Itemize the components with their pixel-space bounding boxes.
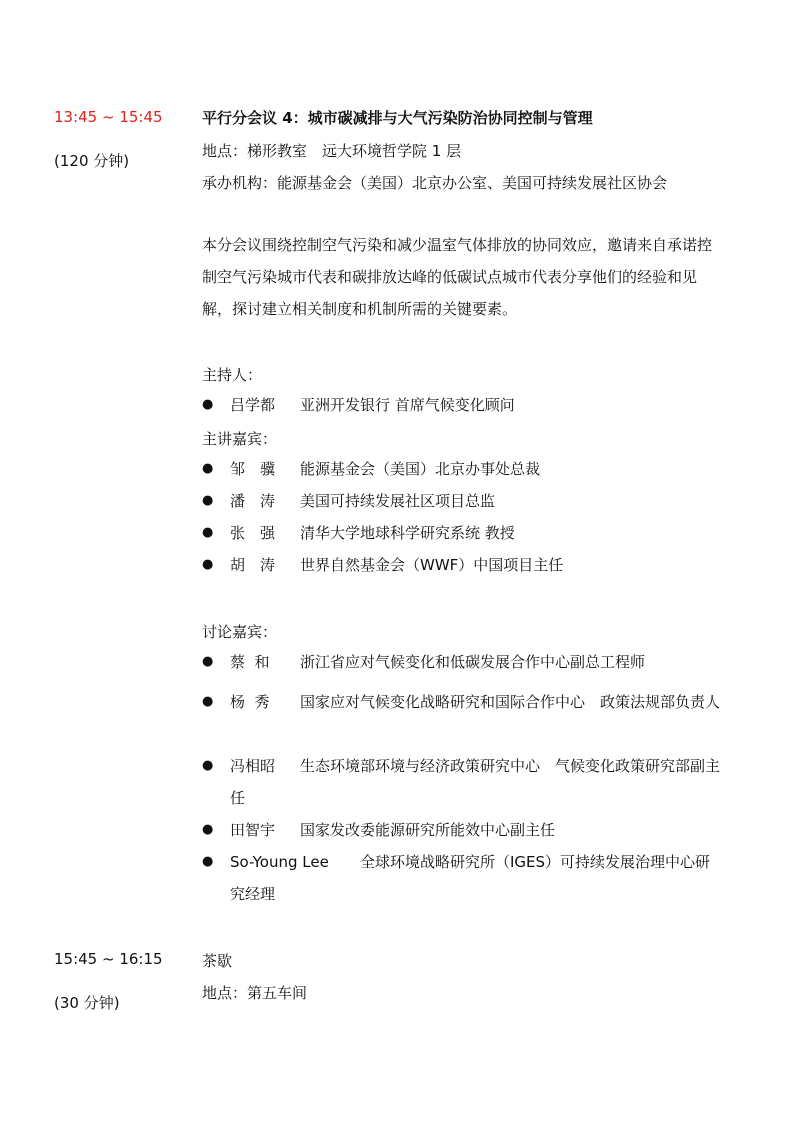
person-role: 全球环境战略研究所（IGES）可持续发展治理中心研究经理 xyxy=(230,853,711,903)
person-name: 蔡 和 xyxy=(230,653,270,671)
person-name: 张 强 xyxy=(230,524,276,542)
session-organizer: 承办机构：能源基金会（美国）北京办公室、美国可持续发展社区协会 xyxy=(202,174,668,192)
person-name: 胡 涛 xyxy=(230,556,276,574)
person-role: 清华大学地球科学研究系统 教授 xyxy=(300,524,515,542)
tea-break-location: 地点：第五车间 xyxy=(202,984,308,1002)
person-role: 浙江省应对气候变化和低碳发展合作中心副总工程师 xyxy=(300,653,646,671)
person-role: 亚洲开发银行 首席气候变化顾问 xyxy=(300,396,515,414)
session-duration: (120 分钟) xyxy=(54,152,130,170)
person-name: 杨 秀 xyxy=(230,693,270,711)
session-time: 13:45 ~ 15:45 xyxy=(54,108,163,126)
session-location: 地点：梯形教室 远大环境哲学院 1 层 xyxy=(202,142,462,160)
person-role: 世界自然基金会（WWF）中国项目主任 xyxy=(300,556,564,574)
session-description: 本分会议围绕控制空气污染和减少温室气体排放的协同效应，邀请来自承诺控制空气污染城市代表和碳排放达峰的低碳试点城市代表分享他们的经验和见解，探讨建立相关制度和机制所需的关键要素。 xyxy=(202,236,713,318)
tea-break-title: 茶歇 xyxy=(202,952,233,970)
person-role: 美国可持续发展社区项目总监 xyxy=(300,492,496,510)
bullet-icon: ● xyxy=(202,822,214,837)
speakers-label: 主讲嘉宾： xyxy=(202,430,278,448)
bullet-icon: ● xyxy=(202,461,214,476)
session-title: 平行分会议 4：城市碳减排与大气污染防治协同控制与管理 xyxy=(202,109,593,127)
bullet-icon: ● xyxy=(202,493,214,508)
person-name: 潘 涛 xyxy=(230,492,276,510)
tea-break-time: 15:45 ~ 16:15 xyxy=(54,950,163,968)
bullet-icon: ● xyxy=(202,525,214,540)
panel-label: 讨论嘉宾： xyxy=(202,623,278,641)
bullet-icon: ● xyxy=(202,397,214,412)
person-name: 邹 骥 xyxy=(230,460,276,478)
person-role: 国家发改委能源研究所能效中心副主任 xyxy=(300,821,556,839)
bullet-icon: ● xyxy=(202,694,214,709)
person-role: 国家应对气候变化战略研究和国际合作中心 政策法规部负责人 xyxy=(300,693,721,711)
person-role: 生态环境部环境与经济政策研究中心 气候变化政策研究部副主任 xyxy=(230,757,721,807)
person-name: 吕学都 xyxy=(230,396,276,414)
person-name: 田智宇 xyxy=(230,821,276,839)
tea-break-duration: (30 分钟) xyxy=(54,994,120,1012)
bullet-icon: ● xyxy=(202,854,214,869)
bullet-icon: ● xyxy=(202,758,214,773)
host-label: 主持人： xyxy=(202,366,263,384)
bullet-icon: ● xyxy=(202,557,214,572)
person-name: 冯相昭 xyxy=(230,757,276,775)
person-role: 能源基金会（美国）北京办事处总裁 xyxy=(300,460,541,478)
person-name: So-Young Lee xyxy=(230,853,329,871)
bullet-icon: ● xyxy=(202,654,214,669)
